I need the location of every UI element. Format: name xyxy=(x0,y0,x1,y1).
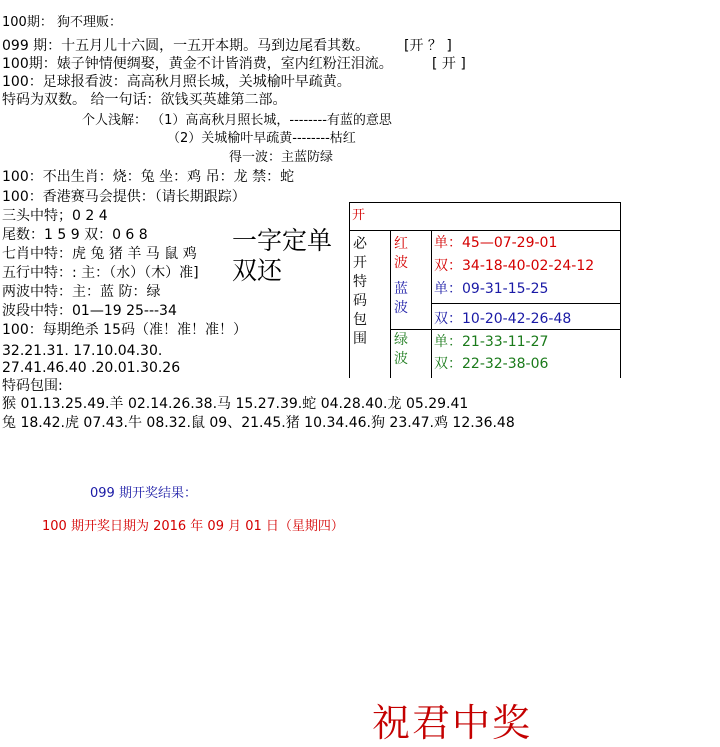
kill-numbers-2: 27.41.46.40 .20.01.30.26 xyxy=(2,360,181,376)
green-single-row: 单：21-33-11-27 xyxy=(434,334,549,350)
must-open-label: 必开特码包围 xyxy=(353,236,367,347)
kill-numbers-title: 100：每期绝杀 15码（准！准！准！） xyxy=(2,322,247,338)
line-099-riddle: 099 期：十五月儿十六圆，一五开本期。马到边尾看其数。 xyxy=(2,38,370,54)
result-099: 099 期开奖结果： xyxy=(90,486,197,501)
special-number-table xyxy=(349,202,621,378)
line-hk-source: 100：香港赛马会提供：（请长期跟踪） xyxy=(2,189,246,205)
blue-double-row: 双：10-20-42-26-48 xyxy=(434,311,572,327)
tag-open-question: [开 ？ ] xyxy=(404,38,452,54)
kill-numbers-1: 32.21.31. 17.10.04.30. xyxy=(2,343,163,359)
line-no-zodiac: 100：不出生肖：烧：兔 坐：鸡 吊：龙 禁：蛇 xyxy=(2,169,295,185)
line-period-title: 100期： 狗不理贩： xyxy=(2,15,122,30)
line-personal-note-2: （2）关城榆叶早疏黄--------枯红 xyxy=(167,131,356,146)
line-100-poem: 100期：婊子钟情便绸娶，黄金不计皆消费，室内红粉汪泪流。 xyxy=(2,56,393,72)
result-100-date: 100 期开奖日期为 2016 年 09 月 01 日（星期四） xyxy=(42,519,344,534)
line-wave-result: 得一波：主蓝防绿 xyxy=(229,150,334,165)
pack-line-1: 猴 01.13.25.49.羊 02.14.26.38.马 15.27.39.蛇 04.28.40.龙 05.29.41 xyxy=(2,396,469,412)
red-wave-label: 红波 xyxy=(394,236,408,271)
line-personal-note-1: 个人浅解： （1）高高秋月照长城，--------有蓝的意思 xyxy=(82,113,392,128)
single-double-title: 一字定单双还 xyxy=(232,226,333,285)
green-wave-label: 绿波 xyxy=(394,332,408,367)
five-elements: 五行中特：: 主：（水）（木）准] xyxy=(2,265,199,281)
tag-open: [ 开 ] xyxy=(432,56,466,72)
good-luck-banner: 祝君中奖 xyxy=(372,701,533,745)
two-waves: 两波中特：主：蓝 防：绿 xyxy=(2,284,161,300)
three-head: 三头中特；0 2 4 xyxy=(2,208,108,224)
table-head-open: 开 xyxy=(352,208,366,223)
pack-line-2: 兔 18.42.虎 07.43.牛 08.32.鼠 09、21.45.猪 10.34.46.狗 23.47.鸡 12.36.48 xyxy=(2,415,515,431)
wave-segment: 波段中特：01—19 25---34 xyxy=(2,303,177,319)
line-even-number: 特码为双数。 给一句话：欲钱买英雄第二部。 xyxy=(2,92,287,108)
seven-zodiac: 七肖中特：虎 兔 猪 羊 马 鼠 鸡 xyxy=(2,246,197,262)
red-single-row: 单：45—07-29-01 xyxy=(434,235,558,251)
line-football-wave: 100：足球报看波：高高秋月照长城，关城榆叶早疏黄。 xyxy=(2,74,351,90)
red-double-row: 双：34-18-40-02-24-12 xyxy=(434,258,595,274)
green-double-row: 双：22-32-38-06 xyxy=(434,356,549,372)
tail-numbers: 尾数：1 5 9 双：0 6 8 xyxy=(2,227,148,243)
blue-wave-label: 蓝波 xyxy=(394,281,408,316)
blue-single-row: 单：09-31-15-25 xyxy=(434,281,549,297)
pack-label: 特码包围: xyxy=(2,378,63,394)
